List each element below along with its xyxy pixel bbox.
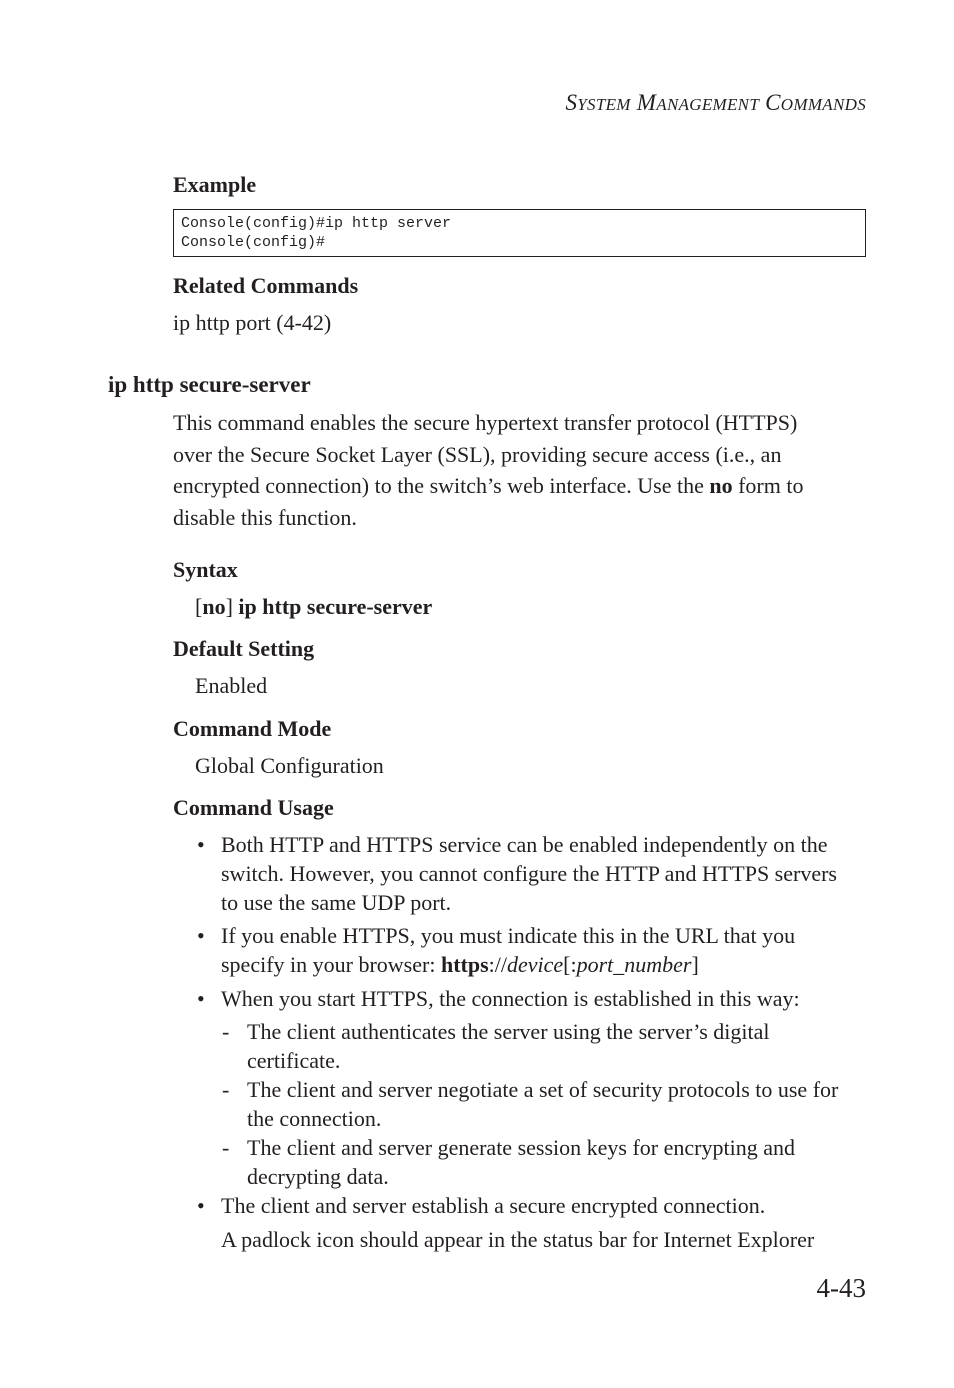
example-heading: Example: [173, 172, 257, 197]
url-bracket: ]: [691, 952, 699, 977]
url-scheme: https: [440, 952, 489, 977]
subitem-line: The client and server generate session keys for encrypting and: [247, 1135, 795, 1160]
bullet-line: When you start HTTPS, the connection is established in this way:: [221, 986, 800, 1011]
syntax-no: no: [202, 594, 226, 619]
bullet-line: Both HTTP and HTTPS service can be enabled independently on the: [221, 832, 828, 857]
usage-subitem: [222, 1017, 882, 1075]
code-line: Console(config)#ip http server: [181, 215, 452, 232]
intro-line: This command enables the secure hypertext transfer protocol (HTTPS): [173, 410, 798, 435]
syntax-command: ip http secure-server: [238, 594, 433, 619]
default-setting-value: Enabled: [195, 673, 268, 698]
intro-line: [173, 470, 873, 502]
section-title: ip http secure-server: [108, 372, 311, 397]
dash-marker: -: [222, 1135, 230, 1160]
usage-subitem: [222, 1075, 882, 1133]
dash-marker: -: [222, 1019, 230, 1044]
url-intro: specify in your browser:: [221, 952, 441, 977]
subitem-line: certificate.: [247, 1048, 341, 1073]
url-port: port_number: [576, 952, 692, 977]
subitem-line: The client and server negotiate a set of security protocols to use for: [247, 1077, 839, 1102]
code-line: Console(config)#: [181, 234, 326, 251]
subitem-line: The client authenticates the server using the server’s digital: [247, 1019, 770, 1044]
intro-line: disable this function.: [173, 504, 357, 530]
bullet-continuation: A padlock icon should appear in the status bar for Internet Explorer: [221, 1227, 815, 1252]
bullet-line: If you enable HTTPS, you must indicate this in the URL that you: [221, 923, 796, 948]
bullet-marker: •: [197, 832, 205, 857]
bullet-marker: •: [197, 986, 205, 1011]
subitem-line: decrypting data.: [247, 1164, 389, 1189]
related-command-link: ip http port (4-42): [173, 310, 332, 335]
syntax-line: [195, 591, 432, 623]
bullet-line: to use the same UDP port.: [221, 890, 452, 915]
bullet-marker: •: [197, 923, 205, 948]
url-separator: ://: [488, 952, 507, 977]
bullet-line: The client and server establish a secure encrypted connection.: [221, 1193, 766, 1218]
intro-paragraph: [173, 407, 873, 533]
usage-bullet: [197, 1191, 877, 1254]
url-bracket: [:: [563, 952, 577, 977]
related-commands-heading: Related Commands: [173, 273, 359, 298]
bullet-line: switch. However, you cannot configure the HTTP and HTTPS servers: [221, 861, 837, 886]
intro-line: over the Secure Socket Layer (SSL), providing secure access (i.e., an: [173, 441, 782, 467]
command-mode-value: Global Configuration: [195, 753, 384, 778]
subitem-line: the connection.: [247, 1106, 382, 1131]
dash-marker: -: [222, 1077, 230, 1102]
usage-bullet: [197, 921, 877, 979]
running-head: SYSTEM MANAGEMENT COMMANDS: [565, 90, 866, 115]
command-mode-heading: Command Mode: [173, 716, 332, 741]
usage-bullet: [197, 830, 877, 917]
page-number: 4-43: [816, 1273, 866, 1303]
default-setting-heading: Default Setting: [173, 636, 315, 661]
syntax-bracket: ]: [225, 594, 239, 619]
syntax-bracket: [: [195, 594, 203, 619]
command-usage-heading: Command Usage: [173, 795, 334, 820]
code-example-box: [173, 209, 866, 257]
bullet-marker: •: [197, 1193, 205, 1218]
intro-line-text: encrypted connection) to the switch’s web interface. Use the: [173, 473, 710, 498]
intro-line-tail: form to: [732, 473, 804, 498]
url-device: device: [506, 952, 564, 977]
bullet-line: [221, 950, 877, 979]
intro-no-keyword: no: [709, 473, 733, 498]
syntax-heading: Syntax: [173, 557, 238, 582]
usage-subitem: [222, 1133, 882, 1191]
usage-bullet: [197, 984, 877, 1013]
